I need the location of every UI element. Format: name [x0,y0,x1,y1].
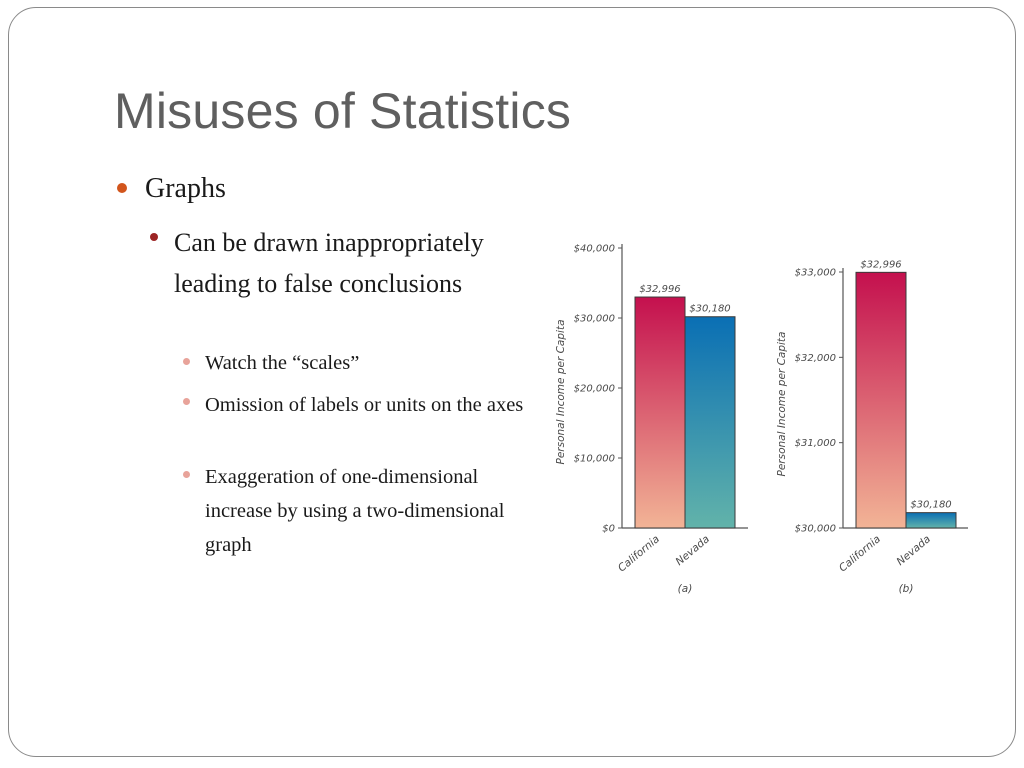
bullet-exaggeration: Exaggeration of one-dimensional increase by using a two-dimensional graph [205,466,505,556]
category-label-nevada: Nevada [894,533,933,569]
bar-nevada [906,513,956,528]
bar-california [856,272,906,528]
panel-label: (b) [898,583,914,595]
bullet-dot-level3 [183,471,190,478]
y-tick-label: $30,000 [573,313,615,325]
y-tick-label: $0 [602,523,615,535]
y-tick-label: $31,000 [794,438,836,450]
data-label-nevada: $30,180 [689,303,731,315]
bullet-dot-level3 [183,358,190,365]
category-label-california: California [836,533,883,575]
y-tick-label: $10,000 [573,453,615,465]
y-tick-label: $30,000 [794,523,836,535]
y-axis-label: Personal Income per Capita [555,319,567,465]
bullet-drawn-inappropriately: Can be drawn inappropriately leading to false conclusions [174,228,484,298]
chart-panel-a [555,244,748,596]
y-tick-label: $33,000 [794,267,836,279]
bullet-dot-level2 [150,233,158,241]
data-label-california: $32,996 [860,259,902,271]
panel-label: (a) [677,583,693,595]
data-label-california: $32,996 [639,284,681,296]
bullet-graphs: Graphs [145,173,226,204]
y-tick-label: $32,000 [794,352,836,364]
category-label-california: California [615,533,662,575]
y-tick-label: $20,000 [573,383,615,395]
bar-california [635,297,685,528]
income-bar-charts [540,230,990,610]
category-label-nevada: Nevada [673,533,712,569]
bullet-omission-labels: Omission of labels or units on the axes [205,394,524,416]
y-axis-label: Personal Income per Capita [776,331,788,477]
slide-title: Misuses of Statistics [114,83,572,139]
chart-panel-b [776,259,968,595]
data-label-nevada: $30,180 [910,499,952,511]
y-tick-label: $40,000 [573,243,615,255]
bullet-watch-scales: Watch the “scales” [205,352,360,374]
bullet-dot-level3 [183,398,190,405]
bar-nevada [685,317,735,528]
bullet-dot-level1 [117,183,127,193]
